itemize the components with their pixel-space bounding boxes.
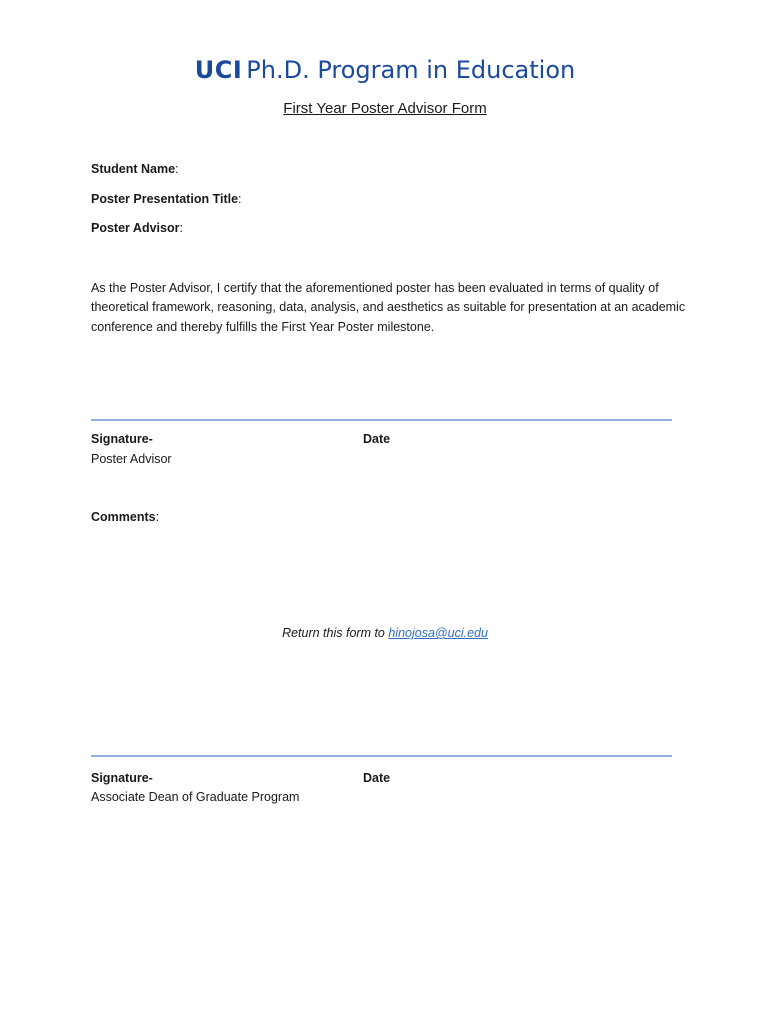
poster-advisor-separator: : [179, 221, 183, 235]
dean-signature-role: Associate Dean of Graduate Program [91, 790, 300, 804]
comments-field [91, 510, 159, 524]
form-title: First Year Poster Advisor Form [283, 100, 487, 117]
dean-signature-line [91, 755, 672, 757]
uci-logo: UCI [194, 56, 243, 84]
program-name: Ph.D. Program in Education [246, 56, 576, 84]
poster-title-field [91, 192, 242, 206]
dean-date-label: Date [363, 771, 391, 785]
return-instruction-text: Return this form to [282, 626, 389, 640]
student-name-label: Student Name [91, 162, 176, 176]
poster-title-separator: : [238, 192, 242, 206]
comments-label: Comments [91, 510, 156, 524]
poster-title-label: Poster Presentation Title [91, 192, 239, 206]
poster-advisor-field [91, 221, 183, 235]
page-header [0, 56, 770, 84]
student-name-separator: : [175, 162, 179, 176]
advisor-date-label: Date [363, 432, 391, 446]
certification-paragraph: As the Poster Advisor, I certify that the aforementioned poster has been evaluated in terms of quality of theoretical framework, reasoning, data, analysis, and aesthetics as suitable for presentation at an academic conference and thereby fulfills the First Year Poster milestone. [91, 281, 686, 334]
advisor-signature-label: Signature- [91, 432, 153, 446]
dean-signature-label: Signature- [91, 771, 153, 785]
poster-advisor-label: Poster Advisor [91, 221, 180, 235]
comments-separator: : [155, 510, 160, 524]
student-name-field [91, 162, 179, 176]
advisor-signature-line [91, 419, 672, 421]
return-instruction [0, 626, 770, 640]
advisor-signature-role: Poster Advisor [91, 452, 172, 466]
return-email-link[interactable]: hinojosa@uci.edu [388, 626, 488, 640]
